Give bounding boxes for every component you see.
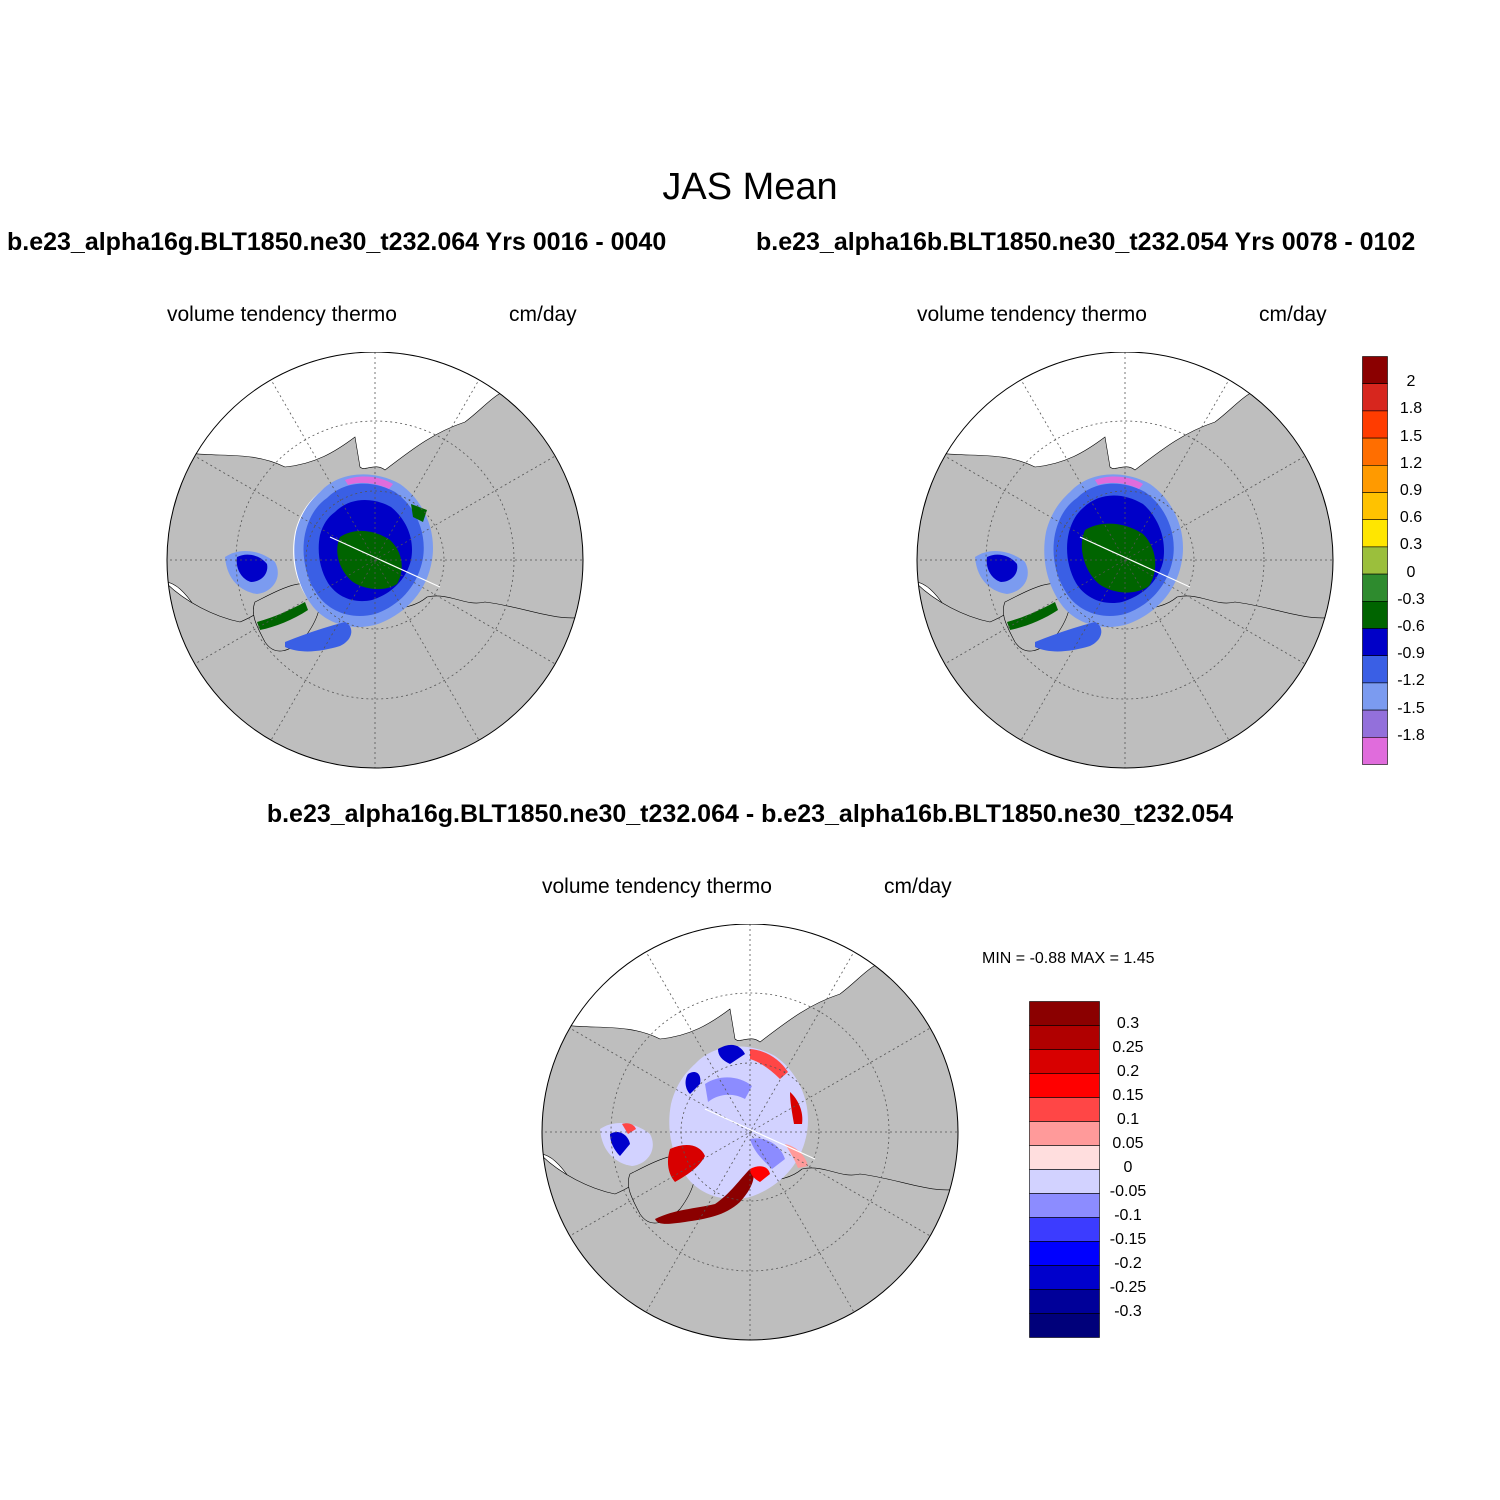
colorbar-tick-label: 0.3	[1399, 536, 1423, 554]
colorbar-box	[1363, 438, 1388, 465]
colorbar-tick-label: 0.25	[1112, 1039, 1144, 1056]
colorbar-box	[1363, 357, 1388, 384]
colorbar-box	[1363, 629, 1388, 656]
panel-3-title: b.e23_alpha16g.BLT1850.ne30_t232.064 - b.e23_alpha16b.BLT1850.ne30_t232.054	[266, 800, 1234, 828]
colorbar-box	[1030, 1098, 1100, 1122]
colorbar-box	[1030, 1290, 1100, 1314]
colorbar-tick-label: 0	[1406, 563, 1416, 581]
colorbar-tick-label: -0.2	[1114, 1255, 1142, 1272]
colorbar-box	[1363, 710, 1388, 737]
colorbar-box	[1363, 465, 1388, 492]
polar-map-difference	[540, 924, 960, 1344]
panel-3-units-label: cm/day	[884, 875, 952, 898]
colorbar-tick-label: -0.15	[1109, 1231, 1147, 1248]
colorbar-tick-label: -0.25	[1109, 1279, 1147, 1296]
panel-1-units-label: cm/day	[509, 303, 577, 326]
colorbar-tick-label: -1.8	[1397, 726, 1425, 744]
colorbar-box	[1363, 547, 1388, 574]
colorbar-box	[1363, 411, 1388, 438]
colorbar-tick-label: 1.2	[1399, 454, 1423, 472]
colorbar-box	[1030, 1122, 1100, 1146]
panel-1-title: b.e23_alpha16g.BLT1850.ne30_t232.064 Yrs 0016 - 0040	[7, 228, 667, 256]
panel-2-title: b.e23_alpha16b.BLT1850.ne30_t232.054 Yrs 0078 - 0102	[756, 228, 1416, 256]
colorbar-box	[1363, 493, 1388, 520]
colorbar-tick-label: 0.15	[1112, 1087, 1144, 1104]
colorbar-box	[1030, 1218, 1100, 1242]
min-max-label: MIN = -0.88 MAX = 1.45	[982, 950, 1155, 967]
colorbar-tick-label: 0.6	[1399, 509, 1423, 527]
colorbar-box	[1030, 1026, 1100, 1050]
colorbar-tick-label: 0.2	[1116, 1063, 1140, 1080]
colorbar-box	[1030, 1146, 1100, 1170]
colorbar-box	[1030, 1314, 1100, 1338]
colorbar-box	[1030, 1050, 1100, 1074]
panel-1-variable-label: volume tendency thermo	[167, 303, 397, 326]
colorbar-box	[1363, 737, 1388, 764]
colorbar-tick-label: -0.3	[1114, 1303, 1142, 1320]
colorbar-box	[1030, 1002, 1100, 1026]
colorbar-tick-label: 0.05	[1112, 1135, 1144, 1152]
colorbar-box	[1363, 656, 1388, 683]
colorbar-tick-label: -0.05	[1109, 1183, 1147, 1200]
colorbar-box	[1030, 1170, 1100, 1194]
colorbar-box	[1030, 1242, 1100, 1266]
colorbar-tick-label: 2	[1406, 373, 1416, 391]
colorbar-tick-label: -0.3	[1397, 590, 1425, 608]
colorbar-box	[1363, 574, 1388, 601]
colorbar-box	[1030, 1194, 1100, 1218]
colorbar-tick-label: -0.1	[1114, 1207, 1142, 1224]
panel-3-variable-label: volume tendency thermo	[542, 875, 772, 898]
colorbar-box	[1363, 601, 1388, 628]
figure-title: JAS Mean	[662, 166, 838, 208]
panel-2-units-label: cm/day	[1259, 303, 1327, 326]
colorbar-tick-label: 1.8	[1399, 400, 1423, 418]
colorbar-box	[1363, 384, 1388, 411]
polar-map-panel-1	[165, 352, 585, 772]
colorbar-box	[1030, 1266, 1100, 1290]
colorbar-tick-label: 1.5	[1399, 427, 1423, 445]
colorbar-box	[1030, 1074, 1100, 1098]
colorbar-tick-label: 0.3	[1116, 1015, 1140, 1032]
colorbar-tick-label: 0.1	[1116, 1111, 1140, 1128]
colorbar-tick-label: 0	[1123, 1159, 1133, 1176]
colorbar-tick-label: -0.9	[1397, 645, 1425, 663]
colorbar-box	[1363, 683, 1388, 710]
colorbar-tick-label: -1.5	[1397, 699, 1425, 717]
panel-2-variable-label: volume tendency thermo	[917, 303, 1147, 326]
colorbar-difference	[1029, 1001, 1101, 1339]
colorbar-box	[1363, 520, 1388, 547]
colorbar-tick-label: 0.9	[1399, 482, 1423, 499]
polar-map-panel-2	[915, 352, 1335, 772]
colorbar-tick-label: -1.2	[1397, 672, 1425, 690]
colorbar-tick-label: -0.6	[1397, 618, 1425, 635]
